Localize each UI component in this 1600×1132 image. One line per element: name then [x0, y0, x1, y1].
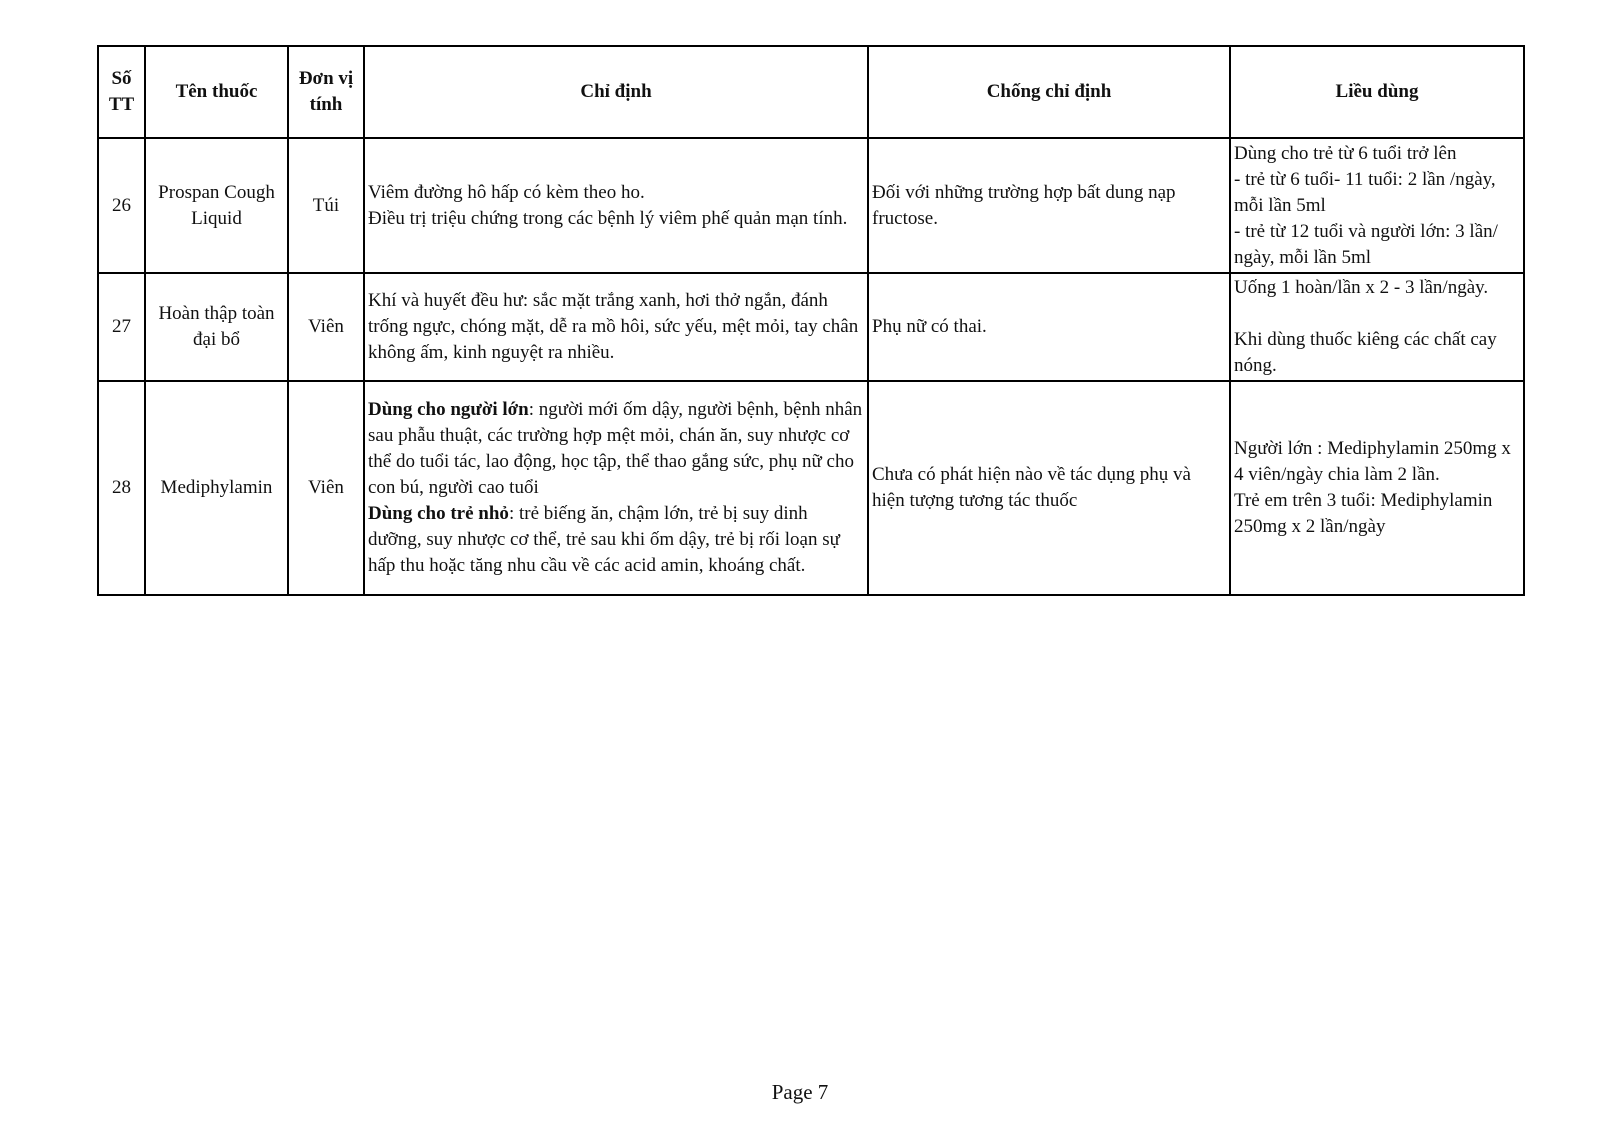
cell-contraindication: Phụ nữ có thai.	[868, 273, 1230, 381]
table-row	[98, 273, 1524, 381]
cell-dosage	[1230, 381, 1524, 595]
cell-drug-name: Hoàn thập toàn đại bổ	[145, 273, 288, 381]
header-drug-name: Tên thuốc	[145, 46, 288, 138]
cell-stt: 27	[98, 273, 145, 381]
indication-child-text: : trẻ biếng ăn, chậm lớn, trẻ bị suy dinh dưỡng, suy nhược cơ thể, trẻ sau khi ốm dậy, trẻ bị rối loạn sự hấp thu hoặc tăng nhu cầu về các acid amin, khoáng chất.	[368, 503, 840, 576]
cell-unit: Viên	[288, 273, 364, 381]
cell-indication	[364, 381, 868, 595]
dosage-line: Khi dùng thuốc kiêng các chất cay nóng.	[1234, 329, 1497, 376]
dosage-text: Dùng cho trẻ từ 6 tuổi trở lên - trẻ từ 6 tuổi- 11 tuổi: 2 lần /ngày, mỗi lần 5ml - trẻ từ 12 tuổi và người lớn: 3 lần/ ngày, mỗi lần 5ml	[1234, 142, 1498, 268]
cell-indication: Khí và huyết đều hư: sắc mặt trắng xanh, hơi thở ngắn, đánh trống ngực, chóng mặt, dễ ra mồ hôi, sức yếu, mệt mỏi, tay chân không ấm, kinh nguyệt ra nhiều.	[364, 273, 868, 381]
indication-adult-label: Dùng cho người lớn	[368, 399, 529, 420]
cell-dosage	[1230, 138, 1524, 273]
indication-text: Viêm đường hô hấp có kèm theo ho. Điều trị triệu chứng trong các bệnh lý viêm phế quản mạn tính.	[368, 181, 848, 229]
page-number: Page 7	[771, 1080, 829, 1104]
cell-contraindication: Chưa có phát hiện nào về tác dụng phụ và hiện tượng tương tác thuốc	[868, 381, 1230, 595]
table-row	[98, 381, 1524, 595]
drug-table	[97, 45, 1525, 596]
cell-stt: 28	[98, 381, 145, 595]
header-contraindication: Chống chỉ định	[868, 46, 1230, 138]
indication-child-label: Dùng cho trẻ nhỏ	[368, 503, 509, 524]
dosage-text: Người lớn : Mediphylamin 250mg x 4 viên/ngày chia làm 2 lần. Trẻ em trên 3 tuổi: Mediphylamin 250mg x 2 lần/ngày	[1234, 438, 1511, 537]
cell-stt: 26	[98, 138, 145, 273]
header-unit: Đơn vị tính	[288, 46, 364, 138]
cell-drug-name: Prospan Cough Liquid	[145, 138, 288, 273]
table-header-row	[98, 46, 1524, 138]
cell-dosage	[1230, 273, 1524, 381]
cell-indication	[364, 138, 868, 273]
indication-child	[368, 503, 840, 576]
dosage-spacer	[1234, 301, 1520, 327]
cell-drug-name: Mediphylamin	[145, 381, 288, 595]
header-indication: Chỉ định	[364, 46, 868, 138]
table-row	[98, 138, 1524, 273]
indication-adult	[368, 399, 862, 498]
cell-unit: Viên	[288, 381, 364, 595]
indication-adult-text: : người mới ốm dậy, người bệnh, bệnh nhân sau phẫu thuật, các trường hợp mệt mỏi, chán ăn, suy nhược cơ thể do tuổi tác, lao động, học tập, thể thao gắng sức, phụ nữ cho con bú, người cao tuổi	[368, 399, 863, 498]
cell-unit: Túi	[288, 138, 364, 273]
cell-contraindication: Đối với những trường hợp bất dung nạp fructose.	[868, 138, 1230, 273]
header-dosage: Liều dùng	[1230, 46, 1524, 138]
header-stt: Số TT	[98, 46, 145, 138]
dosage-line: Uống 1 hoàn/lần x 2 - 3 lần/ngày.	[1234, 277, 1489, 298]
